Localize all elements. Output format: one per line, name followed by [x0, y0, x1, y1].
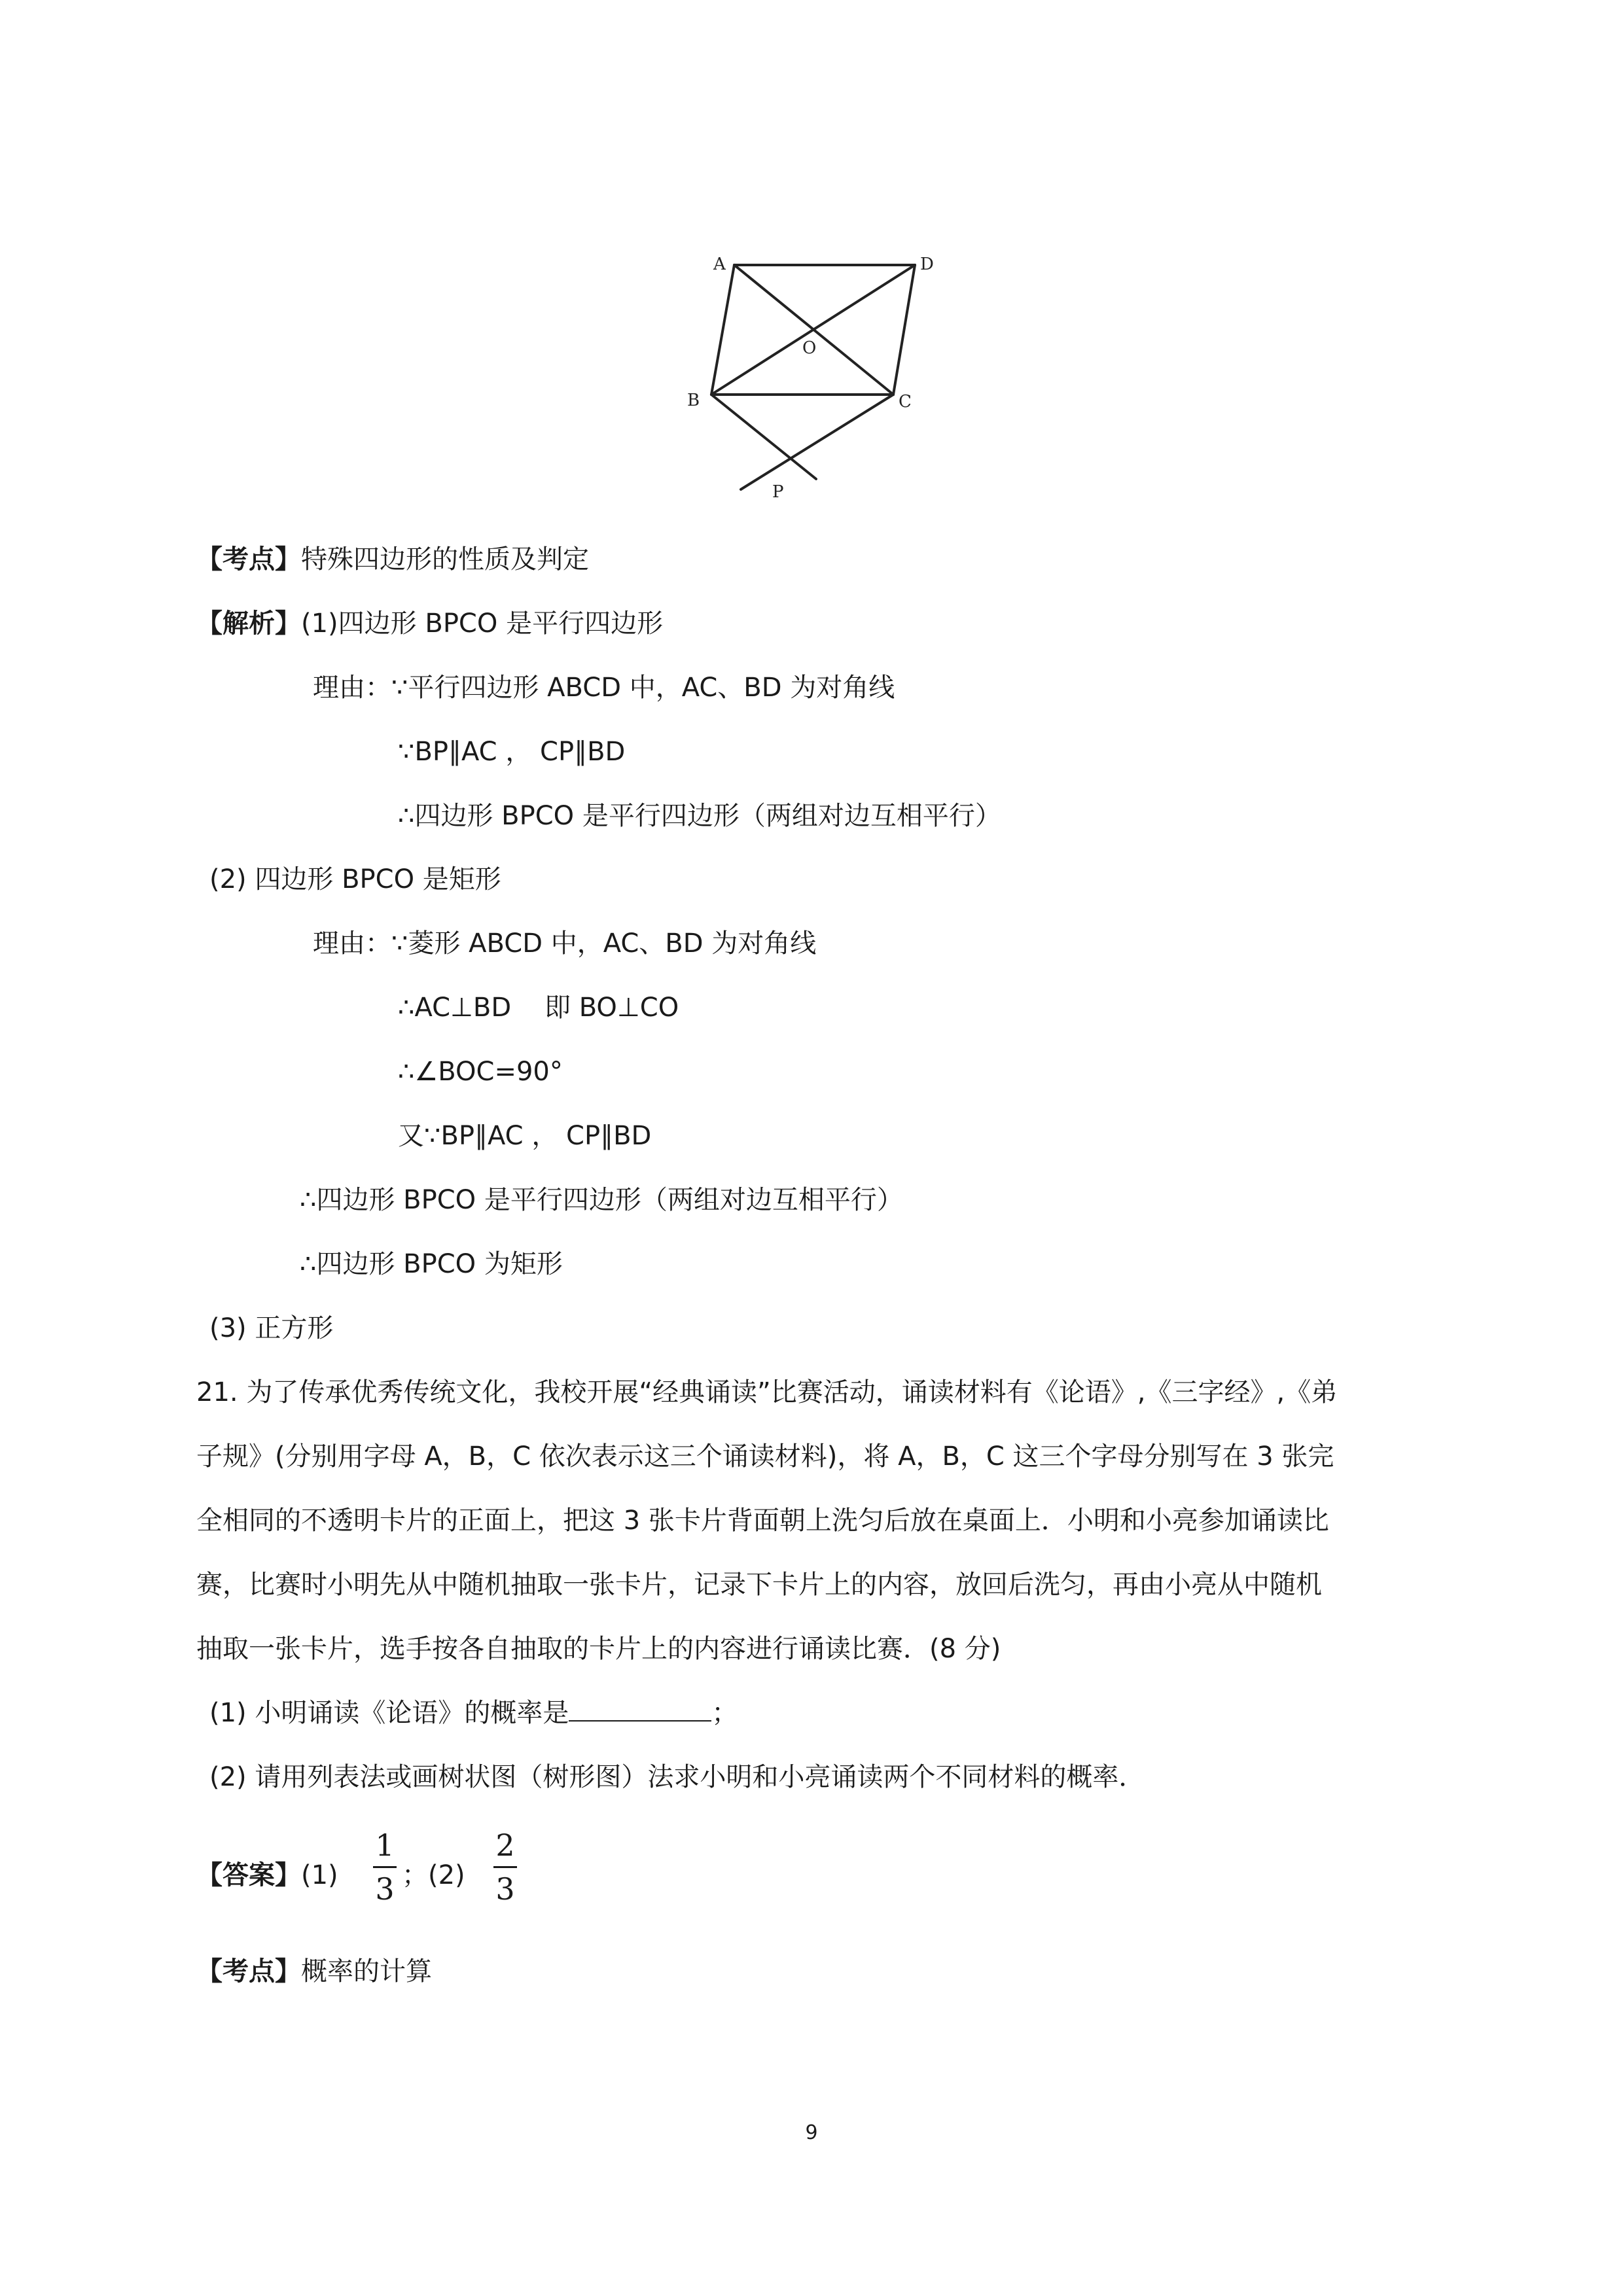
label-a: A [713, 255, 726, 274]
part2-step3: 又∵BP∥AC ， CP∥BD [398, 1121, 652, 1151]
q21-line-4: 赛，比赛时小明先从中随机抽取一张卡片，记录下卡片上的内容，放回后洗匀，再由小亮从中随机 [196, 1570, 1322, 1600]
label-d: D [920, 255, 934, 274]
part2-step4: ∴四边形 BPCO 是平行四边形（两组对边互相平行） [300, 1185, 903, 1215]
answer-p1: (1) [301, 1860, 338, 1890]
kaodian-line-1 [196, 541, 589, 578]
line-bp [711, 395, 816, 479]
segment-dc [893, 265, 915, 395]
part1-reason: 理由：∵平行四边形 ABCD 中，AC、BD 为对角线 [313, 673, 895, 703]
part2-reason: 理由：∵菱形 ABCD 中，AC、BD 为对角线 [313, 928, 817, 959]
part1-step2: ∴四边形 BPCO 是平行四边形（两组对边互相平行） [398, 801, 1001, 831]
answer-fraction-1 [370, 1826, 399, 1909]
q21-sub1-prefix: (1) 小明诵读《论语》的概率是 [209, 1698, 569, 1728]
fraction-1-numerator: 1 [375, 1828, 395, 1863]
fraction-1-denominator: 3 [375, 1871, 395, 1907]
kaodian2-tag: 【考点】 [196, 1956, 301, 1987]
page-number: 9 [805, 2121, 818, 2144]
q21-sub1 [209, 1695, 738, 1731]
kaodian-tag: 【考点】 [196, 544, 301, 574]
answer-line [196, 1857, 338, 1894]
answer-tag: 【答案】 [196, 1860, 301, 1890]
answer-blank [569, 1698, 711, 1722]
part2-title: (2) 四边形 BPCO 是矩形 [209, 864, 501, 894]
kaodian2-text: 概率的计算 [301, 1956, 432, 1987]
q21-line-2: 子规》(分别用字母 A，B，C 依次表示这三个诵读材料)，将 A，B，C 这三个字母分别写在 3 张完 [196, 1441, 1334, 1472]
line-cp [741, 395, 893, 489]
kaodian-line-2 [196, 1953, 432, 1990]
parallelogram-figure [668, 249, 969, 504]
q21-line-5: 抽取一张卡片，选手按各自抽取的卡片上的内容进行诵读比赛．(8 分) [196, 1634, 1001, 1664]
jiexi-tag: 【解析】 [196, 609, 301, 639]
fraction-2-denominator: 3 [495, 1871, 515, 1907]
label-b: B [687, 391, 700, 410]
diagonal-bd [711, 265, 915, 395]
fraction-2-numerator: 2 [495, 1828, 515, 1863]
part2-step1: ∴AC⊥BD 即 BO⊥CO [398, 993, 679, 1023]
part2-step5: ∴四边形 BPCO 为矩形 [300, 1249, 563, 1279]
answer-fraction-2 [491, 1826, 520, 1909]
q21-line-1: 21. 为了传承优秀传统文化，我校开展“经典诵读”比赛活动，诵读材料有《论语》,《三字经》,《弟 [196, 1377, 1338, 1407]
label-c: C [899, 392, 912, 412]
part2-step2: ∴∠BOC=90° [398, 1057, 563, 1087]
jiexi-line [196, 605, 663, 642]
part1-step1: ∵BP∥AC ， CP∥BD [398, 737, 626, 767]
q21-sub1-suffix: ； [711, 1698, 738, 1728]
jiexi-text: (1)四边形 BPCO 是平行四边形 [301, 609, 664, 639]
fraction-2-bar [493, 1866, 517, 1868]
part3-title: (3) 正方形 [209, 1313, 334, 1343]
segment-ba [711, 265, 734, 395]
q21-sub2: (2) 请用列表法或画树状图（树形图）法求小明和小亮诵读两个不同材料的概率． [209, 1762, 1145, 1792]
kaodian-text: 特殊四边形的性质及判定 [301, 544, 589, 574]
label-o: O [802, 338, 817, 358]
label-p: P [772, 482, 784, 502]
fraction-1-bar [373, 1866, 397, 1868]
q21-line-3: 全相同的不透明卡片的正面上，把这 3 张卡片背面朝上洗匀后放在桌面上．小明和小亮参加诵读比 [196, 1506, 1329, 1536]
answer-sep: ；(2) [402, 1860, 465, 1890]
